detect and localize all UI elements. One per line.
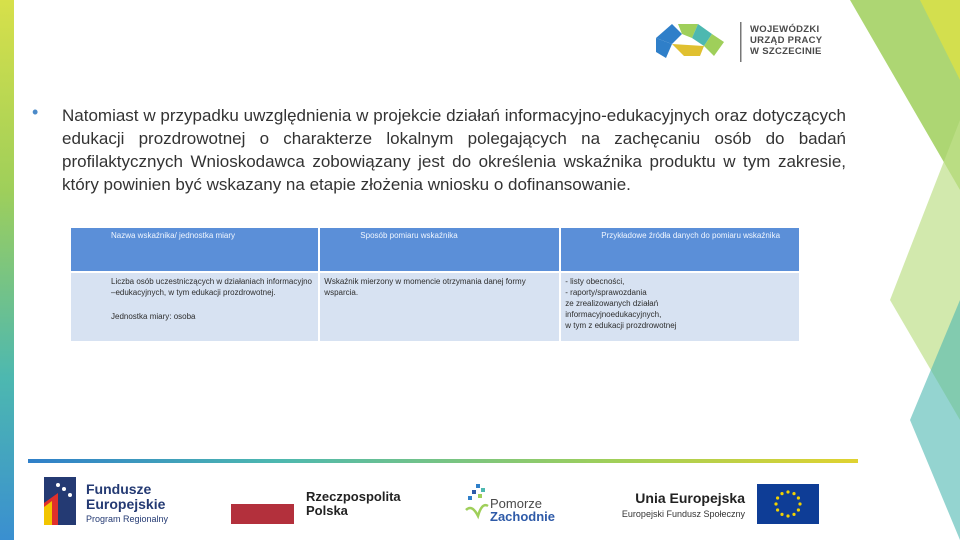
source-line: - listy obecności, [565, 277, 625, 286]
unia-europejska-text: Unia Europejska Europejski Fundusz Społeczny [621, 490, 745, 519]
fundusze-europejskie-text: Fundusze Europejskie Program Regionalny [86, 481, 169, 524]
table-cell-name [71, 273, 318, 341]
rzeczpospolita-text: Rzeczpospolita Polska [306, 489, 401, 518]
wup-logo-text: WOJEWÓDZKI URZĄD PRACY W SZCZECINIE [750, 24, 823, 57]
source-line: - raporty/sprawozdania [565, 288, 647, 297]
bullet-icon: • [32, 102, 39, 122]
pomorze-zachodnie-logo-icon [462, 480, 492, 526]
table-row [71, 273, 799, 341]
polish-flag [231, 484, 294, 524]
table-header-method: Sposób pomiaru wskaźnika [320, 228, 559, 271]
indicator-table [69, 226, 801, 343]
table-header-row [71, 228, 799, 271]
footer-divider [28, 459, 858, 463]
indicator-unit: Jednostka miary: osoba [111, 312, 196, 321]
flag-white-stripe [231, 484, 294, 504]
fundusze-europejskie-logo-icon [44, 477, 76, 525]
source-line: informacyjnoedukacyjnych, [565, 310, 662, 319]
source-line: w tym z edukacji prozdrowotnej [565, 321, 677, 330]
table-cell-sources [561, 273, 799, 341]
source-line: ze zrealizowanych działań [565, 299, 659, 308]
indicator-name: Liczba osób uczestniczących w działaniach informacyjno –edukacyjnych, w tym edukacji prozdrowotnej. [111, 277, 312, 297]
table-header-name: Nazwa wskaźnika/ jednostka miary [71, 228, 318, 271]
table-cell-method: Wskaźnik mierzony w momencie otrzymania danej formy wsparcia. [320, 273, 559, 341]
left-decor-bar [0, 0, 14, 540]
bullet-paragraph: Natomiast w przypadku uwzględnienia w projekcie działań informacyjno-edukacyjnych oraz dotyczących edukacji prozdrowotnej o charakterze lokalnym polegających na zachęcaniu osób do badań profilaktycznych Wnioskodawca zobowiązany jest do określenia wskaźnika produktu w tym zakresie, który powinien być wskazany na etapie złożenia wniosku o dofinansowanie. [62, 106, 846, 194]
flag-red-stripe [231, 504, 294, 524]
eu-flag-icon [757, 484, 819, 524]
table-header-sources: Przykładowe źródła danych do pomiaru wskaźnika [561, 228, 799, 271]
pomorze-zachodnie-text: Pomorze Zachodnie [490, 496, 556, 524]
right-decor-triangles [850, 0, 960, 540]
